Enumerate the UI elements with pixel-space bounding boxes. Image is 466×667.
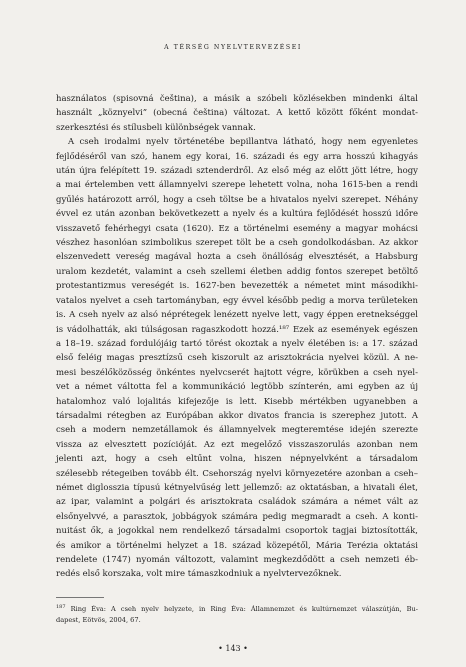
text-line: évvel ez után azonban bekövetkezett a nyelv és a kultúra fejlődését hosszú időre — [56, 209, 418, 220]
text-line: után újra felépített 19. századi sztenderdről. Az első még az előtt jött létre, hogy — [56, 166, 418, 177]
paragraph — [56, 135, 418, 582]
footnote — [56, 604, 418, 626]
text-line: használt „köznyelvi” (obecná čeština) változat. A kettő között főként mondat- — [56, 108, 418, 119]
text-line: szélesebb rétegeiben tovább élt. Csehország nyelvi környezetére azonban a cseh– — [56, 468, 418, 479]
text-line: nuitást ők, a jogokkal nem rendelkező társadalmi csoportok tagjai biztosították, — [56, 526, 418, 537]
text-line: használatos (spisovná čeština), a másik a szóbeli közlésekben mindenki által — [56, 94, 418, 104]
text-line: jelenti azt, hogy a cseh eltűnt volna, hiszen népnyelvként a társadalom — [56, 454, 418, 465]
text-line: a 18–19. század fordulójáig tartó törést okoztak a nyelv életében is: a 17. század — [56, 338, 418, 349]
text-line: első feléig magas presztízsű cseh kiszorult az arisztokrácia nyelvei közül. A ne- — [56, 353, 418, 364]
text-line: vet a német váltotta fel a kommunikáció legtöbb színterén, ami egyben az új — [56, 382, 418, 393]
text-line: német diglosszia típusú kétnyelvűség lett jellemző: az oktatásban, a hivatali élet, — [56, 482, 418, 493]
footnote-text-1: Ring Éva: A cseh nyelv helyzete, in Ring Éva: Államnemzet és kultúrnemzet válaszútján, Bu- — [70, 605, 418, 613]
footnote-line — [56, 604, 418, 615]
text-line: mesi beszélőközösség önkéntes nyelvcserét hajtott végre, körükben a cseh nyel- — [56, 367, 418, 378]
text-line: elszenvedett vereség magával hozta a cseh önállóság elvesztését, a Habsburg — [56, 252, 418, 263]
text-line: vissza az elvesztett pozícióját. Az ezt megelőző visszaszorulás azonban nem — [56, 439, 418, 450]
text-line: uralom kezdetét, valamint a cseh szellemi életben addig fontos szerepet betöltő — [56, 266, 418, 277]
text-line: szerkesztési és stílusbeli különbségek vannak. — [56, 122, 256, 133]
text-line: visszavető fehérhegyi csata (1620). Ez a történelmi esemény a magyar mohácsi — [56, 223, 418, 234]
text-line: hatalomhoz való lojalitás kifejezője is lett. Kisebb mértékben ugyanebben a — [56, 396, 418, 407]
text-line: cseh a modern nemzetállamok és államnyelvek megteremtése idején szerezte — [56, 425, 418, 436]
paragraph — [56, 92, 418, 135]
text-line: elsőnyelvvé, a parasztok, jobbágyok számára pedig megmaradt a cseh. A konti- — [56, 511, 418, 522]
text-line: fejlődéséről van szó, hanem egy korai, 16. századi és egy arra hosszú kihagyás — [56, 151, 418, 162]
running-head: A TÉRSÉG NYELVTERVEZÉSEI — [164, 44, 302, 51]
body-text — [56, 92, 418, 582]
footnote-line: dapest, Eötvös, 2004, 67. — [56, 616, 141, 624]
text-line: társadalmi rétegben az Európában akkor divatos francia is szerephez jutott. A — [56, 410, 418, 421]
footnote-number: 187 — [56, 604, 66, 610]
text-line: gyűlés határozott arról, hogy a cseh töltse be a hivatalos nyelvi szerepet. Néhány — [56, 194, 418, 205]
text-line: is vádolhatták, aki túlságosan ragaszkodott hozzá.¹⁸⁷ Ezek az események egészen — [56, 324, 418, 335]
text-line: vészhez hasonlóan szimbolikus szerepet tölt be a cseh gondolkodásban. Az akkor — [56, 238, 418, 249]
text-line: a mai értelemben vett államnyelvi szerepe lehetett volna, noha 1615-ben a rendi — [56, 180, 418, 191]
text-line: protestantizmus vereségét is. 1627-ben bevezették a németet mint másodikhi- — [56, 281, 418, 292]
text-line: is. A cseh nyelv az alsó néprétegek lenézett nyelve lett, vagy éppen eretnekséggel — [56, 310, 418, 321]
text-line: az ipar, valamint a polgári és arisztokrata családok számára a német vált az — [56, 497, 418, 508]
page-number: • 143 • — [218, 644, 248, 653]
text-line: redés első korszaka, volt mire támaszkodniuk a nyelvtervezőknek. — [56, 569, 342, 580]
text-line: vatalos nyelvet a cseh tartományban, egy évvel később pedig a morva területeken — [56, 295, 418, 306]
text-line: A cseh irodalmi nyelv történetébe bepillantva látható, hogy nem egyenletes — [68, 137, 418, 148]
text-line: és amikor a történelmi helyzet a 18. század közepétől, Mária Terézia oktatási — [56, 540, 418, 551]
footnote-rule — [56, 597, 104, 598]
text-line: rendelete (1747) nyomán változott, valamint megkezdődött a cseh nemzeti éb- — [56, 555, 418, 565]
